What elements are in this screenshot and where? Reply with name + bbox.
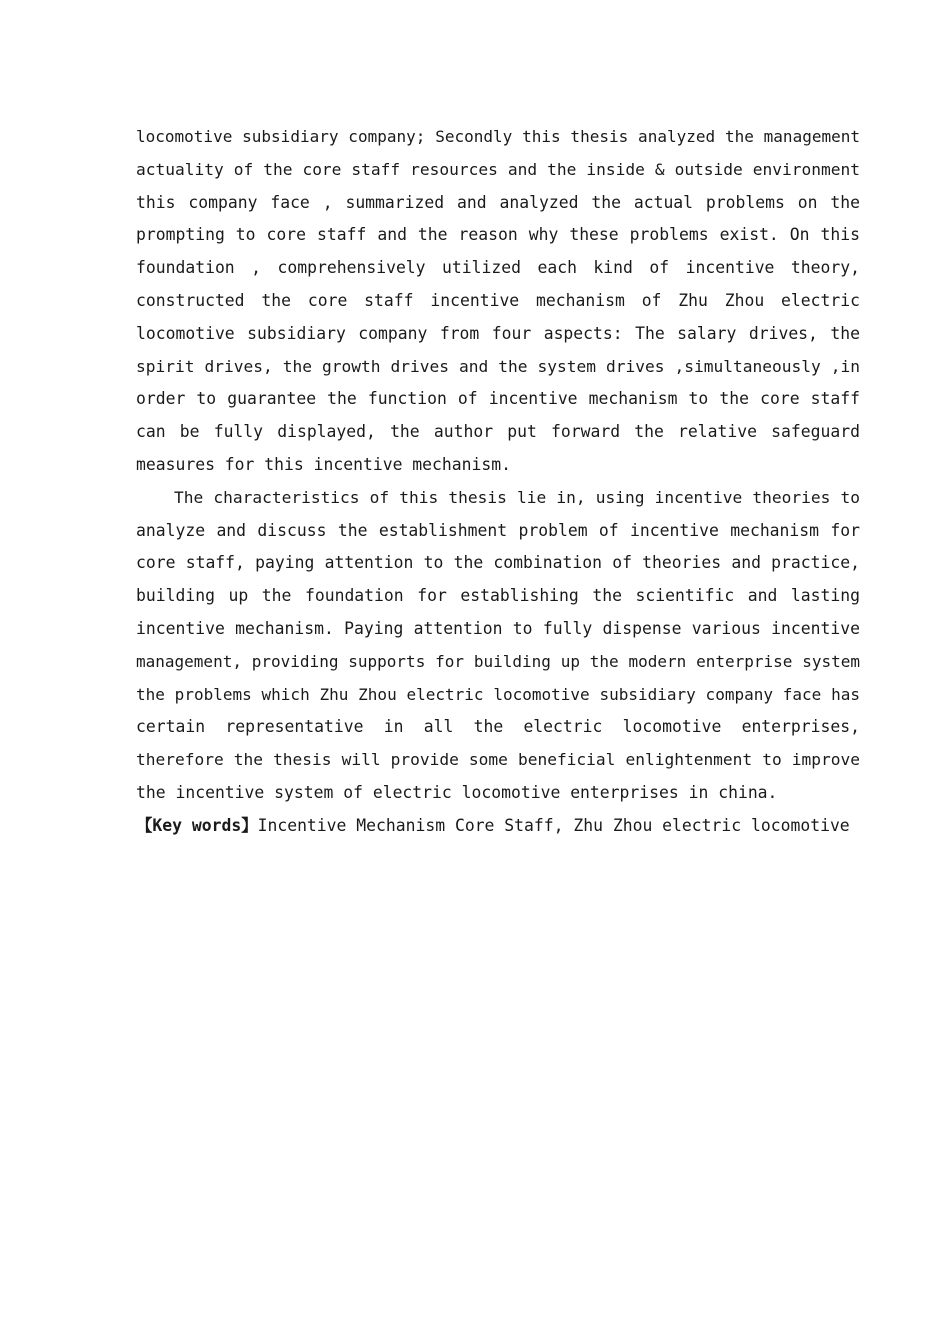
text-line: therefore the thesis will provide some beneficial enlightenment to improve — [136, 750, 860, 770]
text-line: core staff, paying attention to the combination of theories and practice, — [136, 553, 860, 573]
text-line: locomotive subsidiary company; Secondly this thesis analyzed the management — [136, 127, 860, 146]
text-line: foundation , comprehensively utilized each kind of incentive theory, — [136, 258, 860, 278]
abstract-paragraph-1 — [136, 121, 860, 482]
abstract-paragraph-2 — [136, 482, 860, 810]
text-line: this company face , summarized and analyzed the actual problems on the — [136, 192, 860, 212]
keywords-label: 【Key words】 — [136, 815, 258, 835]
text-line: constructed the core staff incentive mechanism of Zhu Zhou electric — [136, 290, 860, 310]
abstract-body — [136, 121, 860, 843]
text-line: locomotive subsidiary company from four aspects: The salary drives, the — [136, 323, 860, 343]
text-line: management, providing supports for building up the modern enterprise system — [136, 651, 860, 671]
keywords-line — [136, 810, 860, 843]
text-line: building up the foundation for establishing the scientific and lasting — [136, 586, 860, 606]
text-line: prompting to core staff and the reason why these problems exist. On this — [136, 225, 860, 245]
text-line: the incentive system of electric locomotive enterprises in china. — [136, 782, 778, 802]
text-line: can be fully displayed, the author put forward the relative safeguard — [136, 422, 860, 442]
keywords-text: Incentive Mechanism Core Staff, Zhu Zhou electric locomotive — [257, 815, 850, 835]
text-line: actuality of the core staff resources and the inside & outside environment — [136, 159, 860, 179]
text-line: analyze and discuss the establishment problem of incentive mechanism for — [136, 520, 860, 540]
text-line: order to guarantee the function of incentive mechanism to the core staff — [136, 389, 860, 409]
text-line: The characteristics of this thesis lie in, using incentive theories to — [174, 487, 860, 507]
text-line: certain representative in all the electric locomotive enterprises, — [136, 717, 860, 737]
text-line: measures for this incentive mechanism. — [136, 454, 511, 474]
text-line: spirit drives, the growth drives and the system drives ,simultaneously ,in — [136, 356, 860, 376]
text-line: incentive mechanism. Paying attention to fully dispense various incentive — [136, 618, 860, 638]
text-line: the problems which Zhu Zhou electric locomotive subsidiary company face has — [136, 684, 860, 704]
